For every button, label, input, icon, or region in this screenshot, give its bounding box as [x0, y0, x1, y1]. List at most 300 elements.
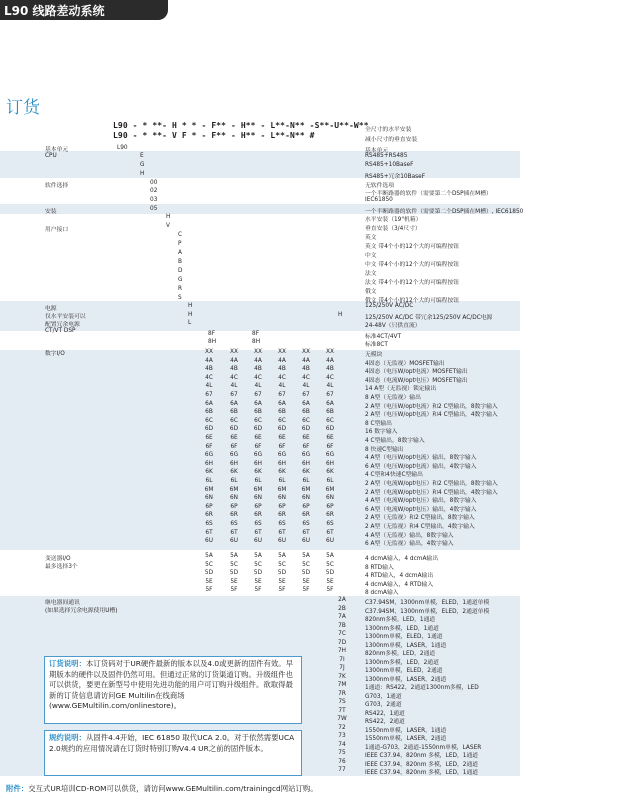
digital-io-code: 6H [229, 460, 239, 467]
comm-code: 76 [338, 758, 346, 765]
digital-io-description: 2 A型（电压W/opt电流）和2 C型输出，8数字输入 [365, 403, 498, 410]
digital-io-code: 6D [325, 426, 335, 433]
option-description: 标准4CT/4VT [365, 334, 402, 340]
protocol-note-heading: 规约说明： [49, 733, 86, 742]
option-description: 垂直安装（3/4尺寸） [365, 226, 421, 232]
comm-code: 72 [338, 724, 346, 731]
digital-io-code: 4L [326, 383, 334, 390]
digital-io-description: 4 A型（无监视）输出，8数字输入 [365, 532, 454, 539]
digital-io-code: 6E [230, 435, 238, 441]
comm-code: 75 [338, 750, 346, 756]
digital-io-code: 4A [302, 357, 310, 364]
digital-io-code: 4L [205, 383, 213, 390]
digital-io-code: 6C [302, 417, 310, 424]
digital-io-code: 6U [326, 538, 334, 545]
comm-description: C37.94SM，1300nm单模，ELED，1通道单模 [365, 600, 490, 606]
digital-io-description: 2 A型（电流W/opt电压）和4 C型输出，4数字输入 [365, 489, 498, 496]
option-description: 无软件选项 [365, 183, 394, 189]
digital-io-code: 6B [205, 409, 213, 416]
digital-io-code: 6D [204, 426, 214, 433]
comm-description: 1300nm多模，LED，2通道 [365, 659, 439, 666]
digital-io-code: 6A [326, 400, 334, 407]
transducer-io-description: 8 dcmA输入 [365, 590, 399, 597]
digital-io-code: 6S [254, 521, 262, 527]
digital-io-code: 4B [254, 366, 262, 373]
digital-io-code: 67 [254, 392, 262, 398]
digital-io-code: 6P [230, 503, 238, 510]
digital-io-code: 4A [254, 357, 262, 364]
digital-io-code: XX [254, 349, 262, 355]
option-code: H [188, 303, 193, 309]
digital-io-code: 6E [205, 435, 213, 441]
digital-io-code: 4B [205, 366, 213, 373]
digital-io-code: 6L [205, 478, 213, 484]
comm-code: 7S [338, 699, 346, 705]
digital-io-code: 6T [302, 529, 310, 536]
order-code-line-1: L90 - * **- H * * - F** - H** - L**-N** -S**-U**-W** [113, 121, 369, 130]
digital-io-code: 6B [302, 409, 310, 416]
digital-io-code: 67 [205, 392, 213, 398]
digital-io-description: 4 A型（电压W/opt电流）输出，8数字输入 [365, 455, 477, 462]
transducer-io-code: 5F [230, 587, 238, 594]
transducer-io-code: 5F [205, 587, 213, 594]
comm-description: G703，1通道 [365, 693, 402, 700]
comm-code: 7J [339, 665, 345, 671]
digital-io-code: 6C [205, 417, 213, 424]
comm-description: 1300nm单模，ELED，2通道 [365, 668, 443, 674]
transducer-io-code: 5D [253, 570, 263, 577]
comm-code: 77 [338, 767, 346, 773]
transducer-io-description: 4 dcmA输入，4 RTD输入 [365, 581, 434, 588]
comm-code: 7K [338, 673, 346, 680]
option-description: RS485+RS485 [365, 153, 408, 159]
digital-io-code: 6H [253, 460, 263, 467]
digital-io-code: 6E [326, 435, 334, 441]
transducer-io-code: 5E [278, 578, 286, 585]
digital-io-code: 67 [230, 392, 238, 398]
option-code: 02 [150, 188, 158, 194]
category-label: 安装 [45, 209, 57, 215]
digital-io-code: 6L [302, 478, 310, 484]
digital-io-code: 6A [230, 400, 238, 407]
digital-io-code: 6D [301, 426, 311, 433]
category-label: 继电器间通讯 [45, 600, 80, 606]
option-description: 24-48V（只供直流） [365, 323, 421, 329]
digital-io-code: 6L [278, 478, 286, 484]
digital-io-code: 4A [326, 357, 334, 364]
band-cpu [0, 151, 520, 178]
transducer-io-code: 5D [301, 570, 311, 577]
transducer-io-code: 5D [325, 570, 335, 577]
digital-io-code: 6F [205, 443, 213, 450]
digital-io-code: 6T [230, 529, 238, 536]
comm-description: 1通道：RS422，2通道1300nm多模，LED [365, 685, 479, 691]
digital-io-description: 6 A型（电压W/opt电流）输出，4数字输入 [365, 463, 477, 470]
option-code: R [178, 286, 183, 292]
digital-io-code: 6T [278, 529, 286, 536]
digital-io-code: 6A [302, 400, 310, 407]
transducer-io-description: 4 RTD输入，4 dcmA输出 [365, 573, 434, 580]
option-code: 8H [252, 339, 261, 345]
digital-io-description: 2 A型（电压W/opt电流）和4 C型输出，4数字输入 [365, 412, 498, 419]
digital-io-description: 14 A型（无监视）锁定输出 [365, 386, 437, 393]
option-description: RS485+冗余10BaseF [365, 174, 426, 180]
transducer-io-code: 5F [302, 587, 310, 594]
digital-io-description: 2 A型（无监视）和2 C型输出，8数字输入 [365, 515, 475, 522]
digital-io-code: 4C [205, 374, 213, 381]
digital-io-code: 6M [301, 486, 311, 493]
digital-io-code: 6R [230, 512, 238, 519]
option-code: C [178, 232, 183, 238]
digital-io-code: 4L [230, 383, 238, 390]
footer-label: 附件： [6, 784, 29, 793]
comm-description: 1300nm单模，LASER，2通道 [365, 676, 447, 683]
digital-io-code: 4L [278, 383, 286, 390]
digital-io-code: 4C [230, 374, 238, 381]
digital-io-code: 6K [230, 469, 238, 476]
transducer-io-code: 5A [254, 553, 262, 559]
digital-io-code: 6K [205, 469, 213, 476]
digital-io-description: 8 C型输出 [365, 420, 392, 427]
digital-io-code: 6G [229, 452, 239, 459]
option-description: 英文 [365, 235, 377, 241]
digital-io-code: 6F [254, 443, 262, 450]
comm-code: 7A [338, 614, 346, 620]
option-code: V [166, 223, 170, 229]
transducer-io-code: 5E [254, 578, 262, 585]
digital-io-code: 4B [230, 366, 238, 373]
digital-io-code: XX [302, 349, 310, 355]
digital-io-code: 6P [278, 503, 286, 510]
option-description: 法文 [365, 271, 377, 277]
transducer-io-code: 5F [254, 587, 262, 594]
transducer-io-code: 5C [205, 561, 213, 568]
option-description: 中文 带4个小的12个大的可编程按钮 [365, 262, 460, 268]
transducer-io-code: 5E [302, 578, 310, 585]
option-code: H [140, 171, 145, 177]
digital-io-description: 6 A型（电流W/opt电压）输出，4数字输入 [365, 506, 477, 513]
digital-io-code: XX [326, 349, 334, 355]
digital-io-description: 4固态（电流W/opt电压）MOSFET输出 [365, 377, 468, 384]
digital-io-code: 6D [277, 426, 287, 433]
digital-io-code: 4C [278, 374, 286, 381]
transducer-io-code: 5F [326, 587, 334, 594]
digital-io-code: 6B [278, 409, 286, 416]
comm-description: 820nm多模，LED，2通道 [365, 651, 436, 657]
transducer-io-code: 5D [229, 570, 239, 577]
comm-code: 7W [337, 716, 347, 722]
digital-io-code: 6T [254, 529, 262, 536]
digital-io-code: 4B [326, 366, 334, 373]
option-code: 8F [252, 331, 260, 337]
category-label: 电源 [45, 306, 57, 312]
transducer-io-code: 5E [230, 578, 238, 585]
option-description: 一个半断路器的软件（需要第二个DSP插在M槽）, IEC61850 [365, 209, 524, 215]
comm-description: 1300nm多模，LED，1通道 [365, 625, 439, 632]
option-code: S [178, 295, 182, 301]
digital-io-code: 6F [302, 443, 310, 450]
digital-io-code: 6D [229, 426, 239, 433]
digital-io-code: 6F [278, 443, 286, 450]
comm-code: 73 [338, 733, 346, 739]
digital-io-code: 6L [254, 478, 262, 484]
digital-io-description: 4固态（电压W/opt电流）MOSFET输出 [365, 369, 468, 376]
option-code: 00 [150, 180, 158, 186]
transducer-io-code: 5C [326, 561, 334, 568]
comm-code: 2B [338, 605, 346, 612]
protocol-note-box [44, 730, 302, 776]
digital-io-code: 6N [325, 495, 335, 502]
comm-code: 7R [338, 690, 346, 697]
option-description: RS485+10BaseF [365, 162, 414, 168]
comm-code: 7H [337, 648, 347, 654]
digital-io-code: 6D [253, 426, 263, 433]
category-label: 变送器I/O [45, 556, 71, 562]
digital-io-description: 4 C型和4快速C型输出 [365, 472, 423, 479]
digital-io-description: 2 A型（无监视）和4 C型输出，4数字输入 [365, 524, 475, 530]
transducer-io-code: 5A [278, 553, 286, 559]
option-description: 标准8CT [365, 342, 388, 348]
order-code-desc-2: 减小尺寸的垂直安装 [365, 137, 418, 143]
digital-io-code: 6S [230, 521, 238, 527]
transducer-io-code: 5E [205, 578, 213, 585]
transducer-io-code: 5A [205, 553, 213, 559]
comm-description: 1通道-G703，2通道-1550nm单模，LASER [365, 744, 482, 751]
comm-code: 7C [338, 631, 346, 637]
digital-io-description: 8 快速C型输出 [365, 446, 404, 453]
digital-io-code: 6B [230, 409, 238, 416]
option-description: 法文 带4个小的12个大的可编程按钮 [365, 280, 460, 286]
digital-io-code: 6R [278, 512, 286, 519]
category-label: 基本单元 [45, 147, 69, 153]
digital-io-code: 6R [326, 512, 334, 519]
digital-io-description: 4 C型输出，8数字输入 [365, 438, 425, 444]
digital-io-code: 67 [278, 392, 286, 398]
digital-io-code: 6H [325, 460, 335, 467]
digital-io-code: 6A [254, 400, 262, 407]
comm-description: C37.94SM，1300nm单模，ELED，2通道单模 [365, 608, 490, 615]
digital-io-code: 4L [302, 383, 310, 390]
transducer-io-code: 5A [326, 553, 334, 559]
digital-io-code: 6U [278, 538, 286, 545]
option-description: IEC61850 [365, 197, 393, 203]
ordering-note-box [44, 656, 302, 724]
digital-io-code: 6U [254, 538, 262, 545]
category-label: CPU [45, 153, 57, 159]
comm-code: 7I [339, 656, 345, 663]
digital-io-code: 6K [254, 469, 262, 476]
category-label: 软件选择 [45, 183, 69, 189]
digital-io-code: 4A [230, 357, 238, 364]
digital-io-code: 6U [302, 538, 310, 545]
comm-description: G703，2通道 [365, 702, 402, 708]
digital-io-code: 6M [253, 486, 263, 493]
transducer-io-description: 4 dcmA输入，4 dcmA输出 [365, 556, 439, 562]
digital-io-description: 8 A型（无监视）输出 [365, 395, 421, 401]
option-code: G [178, 277, 183, 283]
digital-io-code: 6R [205, 512, 213, 519]
digital-io-code: 6P [254, 503, 262, 510]
digital-io-code: 4C [302, 374, 310, 381]
comm-description: RS422，1通道 [365, 710, 405, 717]
option-description: 俄文 带4个小的12个大的可编程按钮 [365, 298, 460, 304]
option-code: L [188, 320, 192, 326]
footer-line [6, 783, 318, 794]
comm-description: 1300nm单模，ELED，1通道 [365, 634, 443, 640]
header-bar [0, 0, 168, 20]
digital-io-code: 6B [326, 409, 334, 416]
digital-io-description: 2 A型（电流W/opt电压）和2 C型输出，8数字输入 [365, 481, 498, 487]
option-description: 水平安装（19"机箱） [365, 217, 422, 223]
digital-io-code: 6M [204, 486, 214, 493]
option-description: 基本单元 [365, 148, 389, 154]
digital-io-description: 4 A型（电流W/opt电压）输出，8数字输入 [365, 498, 477, 505]
digital-io-code: 6C [254, 417, 262, 424]
digital-io-code: 6C [278, 417, 286, 424]
digital-io-code: 6M [277, 486, 287, 493]
comm-description: 1300nm单模，LASER，1通道 [365, 642, 447, 649]
digital-io-code: 4B [302, 366, 310, 373]
option-code: E [140, 153, 144, 159]
option-description: 俄文 [365, 289, 377, 295]
digital-io-code: 6S [302, 521, 310, 527]
digital-io-code: 6M [325, 486, 335, 493]
digital-io-code: 6S [278, 521, 286, 527]
digital-io-code: 6N [301, 495, 311, 502]
option-code: 8F [208, 331, 216, 337]
option-code: D [178, 268, 183, 274]
option-code: P [178, 241, 182, 247]
digital-io-code: 6P [205, 503, 213, 510]
option-code: H [338, 312, 343, 318]
option-code: L90 [117, 145, 128, 151]
comm-description: IEEE C37.94，820nm 多模，LED，2通道 [365, 761, 479, 768]
category-label: 最多选择3个 [45, 564, 78, 570]
digital-io-code: 4C [254, 374, 262, 381]
comm-code: 2A [338, 597, 346, 603]
comm-description: 1550nm单模，LASER，2通道 [365, 736, 447, 742]
comm-description: RS422，2通道 [365, 719, 405, 725]
digital-io-code: 4B [278, 366, 286, 373]
category-label: 数字I/O [45, 351, 65, 357]
category-label: 用户接口 [45, 227, 69, 233]
digital-io-code: 6N [204, 495, 214, 502]
digital-io-code: 6S [205, 521, 213, 527]
digital-io-code: 6H [204, 460, 214, 467]
option-description: 一个半断路器的软件（需要第二个DSP插在M槽） [365, 191, 492, 197]
transducer-io-code: 5C [302, 561, 310, 568]
transducer-io-code: 5C [278, 561, 286, 568]
digital-io-code: 6P [326, 503, 334, 510]
digital-io-code: 6C [230, 417, 238, 424]
digital-io-code: XX [205, 349, 213, 355]
option-code: B [178, 259, 182, 265]
category-label: 仅水平安装可以 [45, 314, 86, 320]
option-code: 03 [150, 197, 158, 203]
digital-io-code: 67 [326, 392, 334, 398]
header-title: L90 线路差动系统 [4, 4, 105, 18]
digital-io-description: 4固态（无监视）MOSFET输出 [365, 360, 445, 367]
digital-io-code: 6N [229, 495, 239, 502]
digital-io-code: 6A [278, 400, 286, 407]
category-label: 配置冗余电源 [45, 322, 80, 328]
digital-io-code: 4A [278, 357, 286, 364]
digital-io-code: 6A [205, 400, 213, 407]
footer-text: 交互式UR培训CD-ROM可以供货，请访问www.GEMultilin.com/trainingcd网站订购。 [28, 784, 318, 793]
transducer-io-code: 5E [326, 578, 334, 585]
option-code: A [178, 250, 182, 256]
digital-io-description: 16 数字输入 [365, 429, 398, 436]
digital-io-code: 6H [301, 460, 311, 467]
option-description: 125/250V AC/DC [365, 303, 414, 309]
digital-io-code: 6F [326, 443, 334, 450]
transducer-io-code: 5C [254, 561, 262, 568]
option-description: 125/250V AC/DC 带冗余125/250V AC/DC电源 [365, 315, 493, 321]
comm-description: IEEE C37.94，820nm 多模，LED，1通道 [365, 770, 479, 776]
option-code: H [166, 214, 171, 220]
digital-io-code: 6G [204, 452, 214, 459]
category-label: CT/VT DSP [45, 328, 76, 334]
protocol-note-text: 从固件4.4开始，IEC 61850 取代UCA 2.0。对于依然需要UCA 2.0规约的应用情况请在订货时特别订购V4.4 UR之前的固件版本。 [49, 733, 295, 753]
transducer-io-code: 5A [230, 553, 238, 559]
digital-io-code: 6L [230, 478, 238, 484]
option-description: 英文 带4个小的12个大的可编程按钮 [365, 244, 460, 250]
digital-io-code: 6N [277, 495, 287, 502]
comm-code: 7B [338, 622, 346, 629]
transducer-io-code: 5A [302, 553, 310, 559]
digital-io-code: 67 [302, 392, 310, 398]
category-label: (如果选择冗余电源使用U槽) [45, 608, 118, 614]
digital-io-description: 无模块 [365, 352, 383, 358]
digital-io-code: 6T [326, 529, 334, 536]
digital-io-code: 6M [229, 486, 239, 493]
digital-io-code: 6G [325, 452, 335, 459]
comm-description: 1550nm单模，LASER，1通道 [365, 727, 447, 734]
digital-io-code: 6S [326, 521, 334, 527]
digital-io-code: 6U [205, 538, 213, 545]
digital-io-code: 6E [278, 435, 286, 441]
digital-io-code: 6K [302, 469, 310, 476]
comm-description: IEEE C37.94，820nm 多模，LED，1通道 [365, 753, 479, 759]
digital-io-code: 6B [254, 409, 262, 416]
comm-code: 7M [337, 682, 347, 688]
digital-io-code: 6K [278, 469, 286, 476]
digital-io-code: 4L [254, 383, 262, 390]
ordering-note-heading: 订货说明： [49, 659, 86, 668]
option-description: 中文 [365, 253, 377, 259]
digital-io-code: 6E [302, 435, 310, 441]
transducer-io-code: 5F [278, 587, 286, 594]
digital-io-code: 6C [326, 417, 334, 424]
digital-io-code: 6G [253, 452, 263, 459]
comm-code: 74 [338, 741, 346, 748]
ordering-note-text: 本订货码对于UR硬件最新的版本以及4.0或更新的固件有效。早期版本的硬件以及固件仍然可用。但通过正常的订货渠道订购。升级组件也可以供货，要更在新型号中使用先进功能的用户可订购升级组件。欲取得最新的订货信息请访问GE Multilin在线商场(www.GEMultilin.com/onlinestore)。 [49, 659, 294, 711]
digital-io-code: 6R [302, 512, 310, 519]
order-code-line-2: L90 - * **- V F * - F** - H** - L**-N** # [113, 131, 315, 140]
digital-io-code: 6E [254, 435, 262, 441]
transducer-io-code: 5C [230, 561, 238, 568]
option-code: G [140, 162, 145, 168]
option-code: H [188, 312, 193, 318]
comm-code: 7D [337, 639, 347, 646]
digital-io-code: 6T [205, 529, 213, 536]
transducer-io-code: 5D [277, 570, 287, 577]
digital-io-code: XX [278, 349, 286, 355]
digital-io-code: 6G [277, 452, 287, 459]
transducer-io-description: 8 RTD输入 [365, 564, 394, 571]
digital-io-code: 4C [326, 374, 334, 381]
digital-io-code: 6G [301, 452, 311, 459]
